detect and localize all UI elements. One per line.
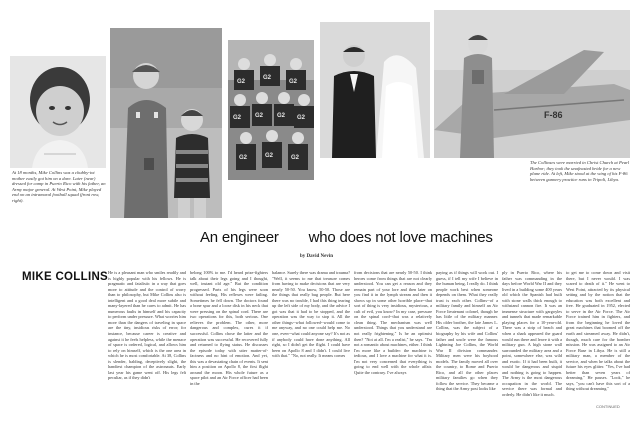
- caption-left: At 18 months, Mike Collins was a chubby-tot mother easily got him on a dare. Later (near) dressed for camp in Puerto Rico with his father, an Army major general. At West Point, Mike played end on an intramural football squad (front row, right).: [12, 170, 106, 203]
- headline-part1: An engineer: [200, 229, 279, 246]
- photo-football-team: [228, 40, 314, 180]
- article-column-2: belong 100% to me. I'd heard prize-fighters talk about their legs going and I thought, well, instant old age." But the condition progressed. Parts of his legs were soon without feeling. His reflexes were failing. Sometimes he fell down. The doctors found a bone spur and a loose disk in his neck that were pressing on the spinal cord. There are two operations for this, both serious. One relieves the problem. The other, more dangerous and complex, cures it if successful. Collins chose the latter and the operation was successful. He recovered fully and returned to flying status. He discusses the episode today with utter matter-of-factness and no hint of emotion. And yet, this was a devastating chain of events. It sent him a position on Apollo 8, the first flight around the moon. His whole future as a space pilot and an Air Force officer had been in the: [190, 270, 268, 386]
- article-headline: [200, 229, 493, 246]
- svg-text:G2: G2: [255, 113, 264, 119]
- svg-text:G2: G2: [277, 113, 286, 119]
- photo-toddler: [10, 56, 106, 168]
- photo-boy-with-father: [110, 28, 222, 218]
- svg-text:G2: G2: [297, 115, 306, 121]
- continued-label: CONTINUED: [596, 404, 620, 409]
- photo-wedding: [320, 22, 430, 158]
- svg-text:F-86: F-86: [544, 110, 563, 120]
- svg-text:G2: G2: [263, 75, 272, 81]
- svg-text:G2: G2: [233, 115, 242, 121]
- svg-text:G2: G2: [239, 155, 248, 161]
- article-column-5: paying as if things will work out. I guess, if I tell my wife I believe in the human being, I really do. I think people work best when someone depends on them. What they really trust is each other. Collins--of a military family and himself an Air Force lieutenant colonel, though he has little of the military manner. His older brother, the late James L. Collins, was the subject of a biography by his wife and Collins' father and uncle were the famous Lightning Joe Collins, the World War II division commander. Military men were his boyhood models. The family moved all over the country, to Rome and Puerto Rico, and all the other places military families go when they follow the service. They became a thing that the Army post looks like: [436, 270, 498, 392]
- svg-text:G2: G2: [265, 153, 274, 159]
- caption-right: The Collinses were married in Christ Church at Pearl Harbor; they took the unafeasted bride for a new plane ride. At left, Mike stood at the wing of his F-86 between gunnery practice runs in Tripoli, Libya.: [530, 160, 630, 182]
- article-column-6: ply in Puerto Rico, where his father was commanding in the days before World War II and they lived in a building some 400 years old which the Spanish had built with stone walls thick enough to withstand cannon fire. It was an immense structure with gargoyles and tunnels that made remarkable playing places for a 10-year-old. There was a strip of beach and when a shark appeared the guard would run there and leave it with a military gun. A high stone wall surrounded the military area and a point, somewhere else, was wild and exotic. If it had been built, it would be dangerous and stupid and nothing is going to happen. The Army is the most dangerous occupation in the world. The service there was formal and orderly. He didn't like it much.: [502, 270, 562, 398]
- football-squad-image: [228, 40, 314, 180]
- article-column-1: He is a pleasant man who smiles readily and is highly popular with his fellows. He is pragmatic and fatalistic in a way that goes more to attitude and the control of worry than to philosophy, but Mike Collins also is intelligent and a good deal more subtle and many-layered than he cares to admit. He has numerous faults in himself and his capacity to perform under pressure. What worries him more than the dangers of traveling in space are the tiny, insidious risks of error; for instance, because career is creative and against it he feels helpless, while the menace of space is ordered, logical, and allows him to rely on himself, which is the one area in which he is most comfortable. At 38, Collins is slender, balding, deceptively slight, the handiest champion of the astronauts. Early last year his game went off. His legs felt peculiar, as if they didn't: [108, 270, 186, 381]
- article-column-3: balance. Surely there was drama and trauma? "Well, it seems to me that treasure comes from having to make decisions that are very nearly 50-50. You know, 50-50. Those are the things that really bug people. But here there was no trouble, I had this thing tearing up the left side of my body, and the advice I got was that it had to be stopped, and the operation was the way to stop it. All the other things--what followed--would come to me anyway, and no one could help me. No one, even--what could anyone say? It's not as if anybody could have done anything. All right, so I didn't get the flight. I could have been on Apollo 8 and I didn't. I could live with that." "No, not really. It means comes: [272, 270, 350, 359]
- svg-text:G2: G2: [237, 79, 246, 85]
- wedding-couple-image: [320, 22, 430, 158]
- svg-text:G2: G2: [289, 79, 298, 85]
- father-son-image: [110, 28, 222, 218]
- byline: by David Nevin: [300, 254, 334, 259]
- f86-pilot-image: [434, 10, 630, 158]
- headline-part2: who does not love machines: [308, 229, 493, 246]
- subject-name: MIKE COLLINS: [22, 271, 109, 283]
- toddler-portrait-image: [10, 56, 106, 168]
- article-column-7: to get me to come down and visit there, but I never would. I was scared to death of it." He went to West Point, attracted by its physical setting and by the notion that the education was both excellent and free. He graduated in 1952, elected to serve in the Air Force. The Air Force trained him in fighters, and from the beginning he loved the great machines that boomed off the earth and streamed away. He didn't, though, much care for the bomber mission. He was assigned to an Air Force Base in Libya. He is still a military man, a member of the service, and when he talks about the future his eyes glitter. "Yes, I've had better than seven years of dreaming." He pauses. "Look," he says, "you can't have this sort of a thing without dreaming.": [566, 270, 630, 392]
- photo-pilot-jet: [434, 10, 630, 158]
- svg-text:G2: G2: [291, 155, 300, 161]
- article-column-4: from decisions that are nearly 50-50. I think heroes come from things that are not clearly understood. You can get a reason and they remain part of your lore and then later on you find it in the lymph stream and then it shows up in some other horrible place--that sort of thing is very insidious, mysterious, a cult of evil, you know? In my case, pressure on the spinal cord--that was a relatively clean thing. The mechanism was well understood. Things that you understand are not really frightening." Is he an optimist then? "Not at all. I'm a realist," he says. "I'm not a romantic about machines, either. I think I'm more like a builder: the machine is tedious, and I love a machine for what it is. I'm not very concerned that everything is going to end well with the whole affair. Quite the contrary. I've always: [354, 270, 432, 375]
